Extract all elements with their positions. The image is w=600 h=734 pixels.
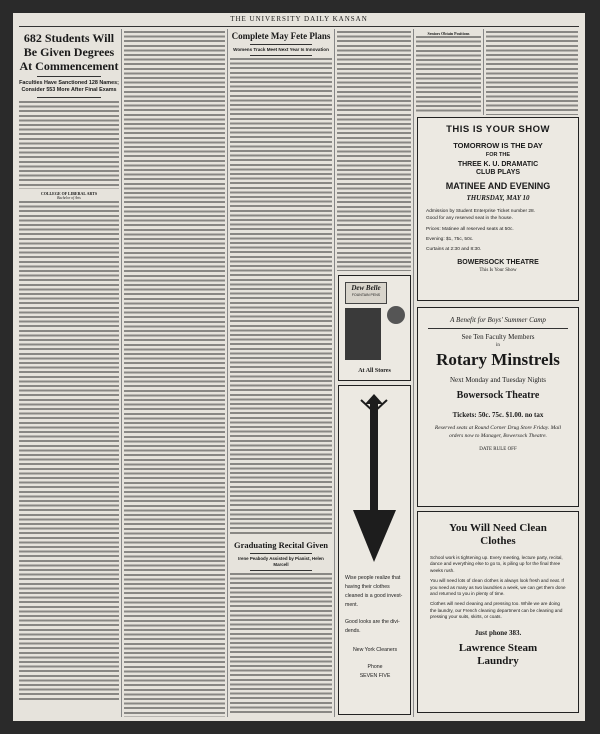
- cleaners-line: ment.: [345, 602, 358, 608]
- laundry-paragraph: Clothes will need cleaning and pressing too. While we are doing the laundry, our French cleaning department can be cleaning and pressing your suits, skirts, or coats.: [430, 601, 563, 620]
- show-evening: Evening: $1, 75c, 50c.: [426, 237, 474, 242]
- article-text: [416, 36, 481, 114]
- article-text: [230, 58, 332, 536]
- masthead-rule: [19, 26, 579, 27]
- cleaners-name: New York Cleaners: [352, 647, 398, 653]
- laundry-phone: Just phone 383.: [474, 628, 522, 637]
- show-admission: Admission by Student Enterprise Ticket number 28.: [426, 209, 536, 214]
- recital-subhead: Irene Peabody Assisted by Pianist, Helen Marcell: [238, 556, 324, 567]
- headline-rule: [250, 44, 312, 45]
- column-4: [337, 31, 411, 271]
- section-subheading: Bachelor of Arts: [57, 196, 81, 200]
- pen-ad-logo: [345, 282, 387, 304]
- show-line: THIS IS YOUR SHOW: [446, 124, 550, 135]
- ad-rule: [428, 328, 568, 329]
- show-date: THURSDAY, MAY 10: [466, 194, 530, 202]
- show-line: FOR THE: [485, 152, 511, 158]
- masthead: THE UNIVERSITY DAILY KANSAN: [230, 15, 368, 23]
- minstrels-tickets: Tickets: 50c. 75c. $1.00. no tax: [452, 411, 544, 419]
- column-divider: [121, 29, 122, 717]
- show-details: [426, 208, 570, 253]
- cleaners-body: [345, 574, 405, 681]
- article-text: [486, 31, 578, 115]
- cleaners-line: dends.: [345, 628, 361, 634]
- minstrels-title: Rotary Minstrels: [436, 350, 560, 369]
- cleaners-line: Wise people realize that: [345, 575, 401, 581]
- lead-headline: 682 Students Will Be Given Degrees At Commencement: [19, 31, 119, 73]
- article-text: [19, 201, 119, 701]
- column-3: [230, 31, 332, 717]
- laundry-paragraph: School work is tightening up. Every meeting, lecture party, recital, dance and everything else to go to, is piling up for the final three weeks rush.: [430, 555, 563, 573]
- seal-icon: [387, 306, 405, 324]
- article-text: [19, 101, 119, 189]
- column-1: [19, 31, 119, 717]
- lead-subhead: Faculties Have Sanctioned 128 Names; Consider 553 More After Final Exams: [19, 80, 119, 93]
- article-text: [230, 573, 332, 713]
- show-line: CLUB PLAYS: [475, 169, 521, 176]
- laundry-ad: [417, 511, 579, 713]
- show-prices: Prices: Matinee all reserved seats at 50c.: [426, 227, 514, 232]
- section-heading: COLLEGE OF LIBERAL ARTS: [40, 191, 98, 196]
- column-divider: [483, 29, 484, 115]
- column-5-top: [416, 31, 481, 115]
- pen-photo: [345, 308, 381, 360]
- mayfete-subhead: Womens Track Meet Next Year Is Innovation: [233, 47, 329, 52]
- show-line: TOMORROW IS THE DAY: [453, 141, 543, 150]
- minstrels-in: in: [496, 343, 500, 348]
- pen-ad: [338, 275, 411, 381]
- column-divider: [227, 29, 228, 717]
- cleaners-phone: SEVEN FIVE: [359, 673, 391, 679]
- show-tag: This Is Your Show: [479, 268, 517, 273]
- recital-headline: Graduating Recital Given: [234, 540, 328, 550]
- headline-rule: [37, 76, 101, 77]
- laundry-name: Laundry: [477, 654, 519, 667]
- cleaners-line: Good looks are the divi-: [345, 619, 400, 625]
- column-divider: [413, 29, 414, 717]
- newspaper-page: [13, 13, 585, 721]
- minstrels-see: See Ten Faculty Members: [461, 333, 535, 341]
- cleaners-ad: [338, 385, 411, 715]
- subhead-rule: [37, 97, 101, 98]
- laundry-paragraph: You will need lots of clean clothes is always look fresh and neat. If you need as many as two laundries a week, we can get them done and returned to you in plenty of time.: [430, 578, 566, 597]
- laundry-name: Lawrence Steam: [458, 641, 538, 654]
- column-6-top: [486, 31, 578, 115]
- show-theatre: BOWERSOCK THEATRE: [457, 259, 539, 266]
- show-line: THREE K. U. DRAMATIC: [457, 161, 539, 168]
- minstrels-where: Bowersock Theatre: [456, 390, 540, 401]
- mayfete-headline: Complete May Fete Plans: [231, 31, 331, 41]
- laundry-title: Clothes: [480, 535, 516, 547]
- article-text: [337, 31, 411, 271]
- column-2: [124, 31, 225, 717]
- minstrels-reserved: Reserved seats at Round Corner Drug Store Friday. Mail orders now to Manager, Bowersock Theatre.: [434, 425, 562, 439]
- subhead-rule: [250, 570, 312, 571]
- seniors-headline: Seniors Obtain Positions: [427, 31, 470, 36]
- minstrels-benefit: A Benefit for Boys' Summer Camp: [450, 316, 546, 324]
- cleaners-line: having their clothes: [345, 584, 390, 590]
- pen-brand: Dew Belle: [351, 284, 381, 292]
- show-reserve: Good for any reserved seat in the house.: [426, 216, 513, 221]
- show-curtains: Curtains at 2:30 and 8:30.: [426, 247, 482, 252]
- headline-rule: [250, 553, 312, 554]
- laundry-title: You Will Need Clean: [449, 522, 547, 534]
- subhead-rule: [250, 55, 312, 56]
- cleaners-line: cleaned is a good invest-: [345, 593, 403, 599]
- pen-store: At All Stores: [358, 368, 391, 374]
- laundry-body: [430, 555, 566, 621]
- show-line: MATINEE AND EVENING: [445, 181, 551, 191]
- minstrels-when: Next Monday and Tuesday Nights: [449, 376, 547, 384]
- article-text: [124, 31, 225, 717]
- arrow-icon: [339, 390, 410, 570]
- column-divider: [334, 29, 335, 717]
- show-ad: [417, 117, 579, 301]
- minstrels-rule: DATE RULE OFF: [479, 447, 517, 452]
- pen-sub: FOUNTAIN PENS: [351, 293, 381, 297]
- cleaners-phone-label: Phone: [367, 664, 383, 670]
- minstrels-ad: [417, 307, 579, 507]
